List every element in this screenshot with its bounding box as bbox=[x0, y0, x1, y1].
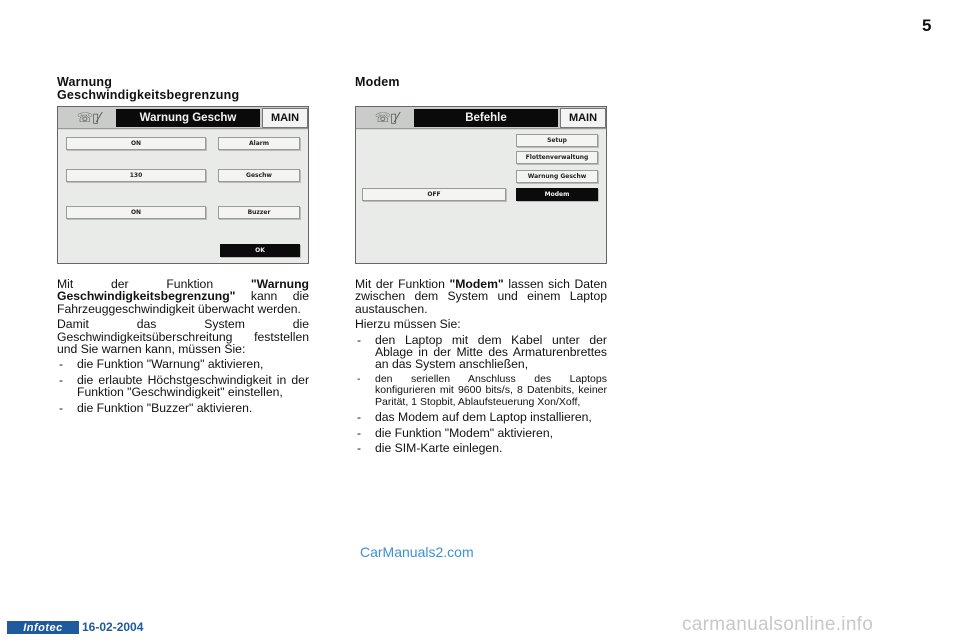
page-number: 5 bbox=[922, 16, 932, 35]
left-intro: Mit der Funktion "Warnung Geschwindigkeitsbegrenzung" kann die Fahrzeuggeschwindigkeit überwacht werden. bbox=[57, 277, 309, 316]
list-item: - das Modem auf dem Laptop installieren, bbox=[355, 411, 607, 423]
telephone-logo-icon: ☏▯⁄ bbox=[374, 110, 398, 126]
left-column bbox=[57, 76, 309, 417]
screen-body bbox=[58, 130, 308, 263]
screen-button-geschw: Geschw bbox=[218, 169, 300, 182]
right-steps bbox=[355, 334, 607, 455]
list-item: - die SIM-Karte einlegen. bbox=[355, 442, 607, 454]
footer-date: 16-02-2004 bbox=[82, 620, 144, 634]
screen-button-fleet: Flottenverwaltung bbox=[516, 151, 598, 164]
screen-button-buzzer: Buzzer bbox=[218, 206, 300, 219]
section-title-modem bbox=[355, 76, 607, 106]
title-line-2: Geschwindigkeitsbegrenzung bbox=[57, 88, 240, 102]
list-item: - die erlaubte Höchstgeschwindigkeit in der Funktion "Geschwindigkeit" einstellen, bbox=[57, 374, 309, 399]
infotec-badge: Infotec bbox=[7, 621, 79, 634]
watermark-carmanualsonline: carmanualsonline.info bbox=[682, 614, 874, 635]
screen-button-on-1: ON bbox=[66, 137, 206, 150]
screen-button-setup: Setup bbox=[516, 134, 598, 147]
screen-button-on-2: ON bbox=[66, 206, 206, 219]
list-item: - den Laptop mit dem Kabel unter der Ablage in der Mitte des Armaturenbrettes an das System anschließen, bbox=[355, 334, 607, 371]
screen-button-modem: Modem bbox=[516, 188, 598, 201]
screen-speed-warning bbox=[57, 106, 309, 264]
screen-commands bbox=[355, 106, 607, 264]
right-column bbox=[355, 76, 607, 458]
telephone-logo-icon: ☏▯⁄ bbox=[76, 110, 100, 126]
screen-button-130: 130 bbox=[66, 169, 206, 182]
screen-header bbox=[58, 107, 308, 129]
left-para2: Damit das System die Geschwindigkeitsüberschreitung feststellen und Sie warnen kann, müssen Sie: bbox=[57, 317, 309, 357]
left-steps bbox=[57, 358, 309, 414]
list-item: - die Funktion "Warnung" aktivieren, bbox=[57, 358, 309, 370]
screen-button-speed-warning: Warnung Geschw bbox=[516, 170, 598, 183]
list-item: - die Funktion "Buzzer" aktivieren. bbox=[57, 402, 309, 414]
left-body-text bbox=[57, 278, 309, 414]
right-intro: Mit der Funktion "Modem" lassen sich Daten zwischen dem System und einem Laptop austauschen. bbox=[355, 277, 607, 316]
section-title-speed-warning bbox=[57, 76, 309, 106]
screen-button-alarm: Alarm bbox=[218, 137, 300, 150]
title-line-1: Warnung bbox=[57, 75, 113, 89]
right-body-text bbox=[355, 278, 607, 455]
watermark-carmanuals: CarManuals2.com bbox=[360, 544, 474, 560]
screen-button-ok: OK bbox=[220, 244, 300, 257]
title-modem: Modem bbox=[355, 75, 400, 89]
screen-title: Warnung Geschw bbox=[116, 109, 260, 127]
list-item: - die Funktion "Modem" aktivieren, bbox=[355, 427, 607, 439]
screen-button-off: OFF bbox=[362, 188, 506, 201]
main-button: MAIN bbox=[262, 108, 308, 128]
list-item: - den seriellen Anschluss des Laptops konfigurieren mit 9600 bits/s, 8 Datenbits, keiner Parität, 1 Stopbit, Ablaufsteuerung Xon/Xoff, bbox=[355, 374, 607, 409]
screen-header bbox=[356, 107, 606, 129]
main-button: MAIN bbox=[560, 108, 606, 128]
right-para2: Hierzu müssen Sie: bbox=[355, 317, 461, 332]
screen-body bbox=[356, 130, 606, 263]
screen-title: Befehle bbox=[414, 109, 558, 127]
